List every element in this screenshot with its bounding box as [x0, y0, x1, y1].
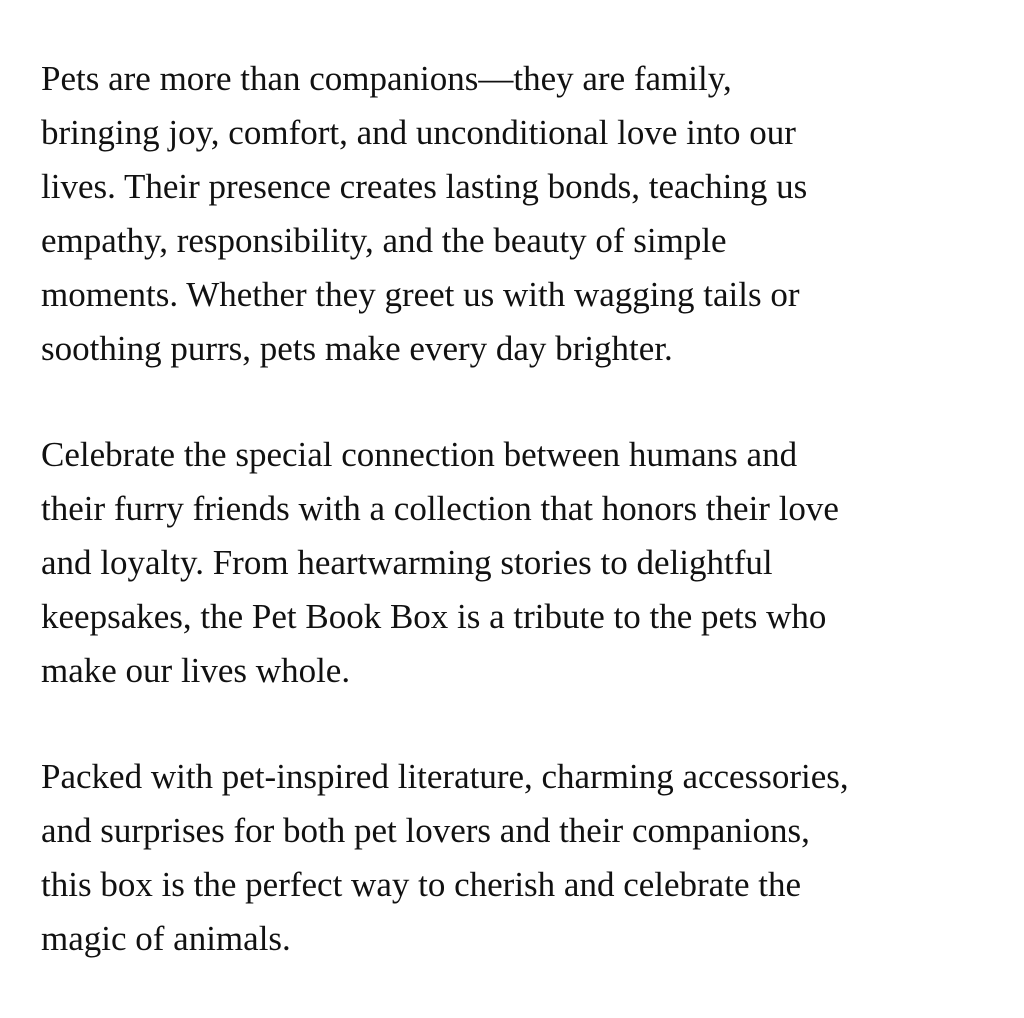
text-line: their furry friends with a collection that honors their love — [41, 489, 839, 528]
text-line: Packed with pet-inspired literature, charming accessories, — [41, 757, 849, 796]
paragraph-pets-family — [41, 52, 1001, 376]
text-line: soothing purrs, pets make every day brighter. — [41, 329, 673, 368]
text-line: magic of animals. — [41, 919, 291, 958]
text-line: Pets are more than companions—they are family, — [41, 59, 732, 98]
text-line: and surprises for both pet lovers and their companions, — [41, 811, 810, 850]
paragraph-celebrate-connection — [41, 428, 1001, 698]
paragraph-box-contents — [41, 750, 1001, 966]
text-line: and loyalty. From heartwarming stories to delightful — [41, 543, 773, 582]
text-line: bringing joy, comfort, and unconditional love into our — [41, 113, 796, 152]
text-line: keepsakes, the Pet Book Box is a tribute to the pets who — [41, 597, 827, 636]
text-line: moments. Whether they greet us with wagging tails or — [41, 275, 800, 314]
text-line: Celebrate the special connection between humans and — [41, 435, 798, 474]
text-line: make our lives whole. — [41, 651, 351, 690]
text-line: empathy, responsibility, and the beauty of simple — [41, 221, 727, 260]
text-line: lives. Their presence creates lasting bonds, teaching us — [41, 167, 808, 206]
text-line: this box is the perfect way to cherish and celebrate the — [41, 865, 801, 904]
